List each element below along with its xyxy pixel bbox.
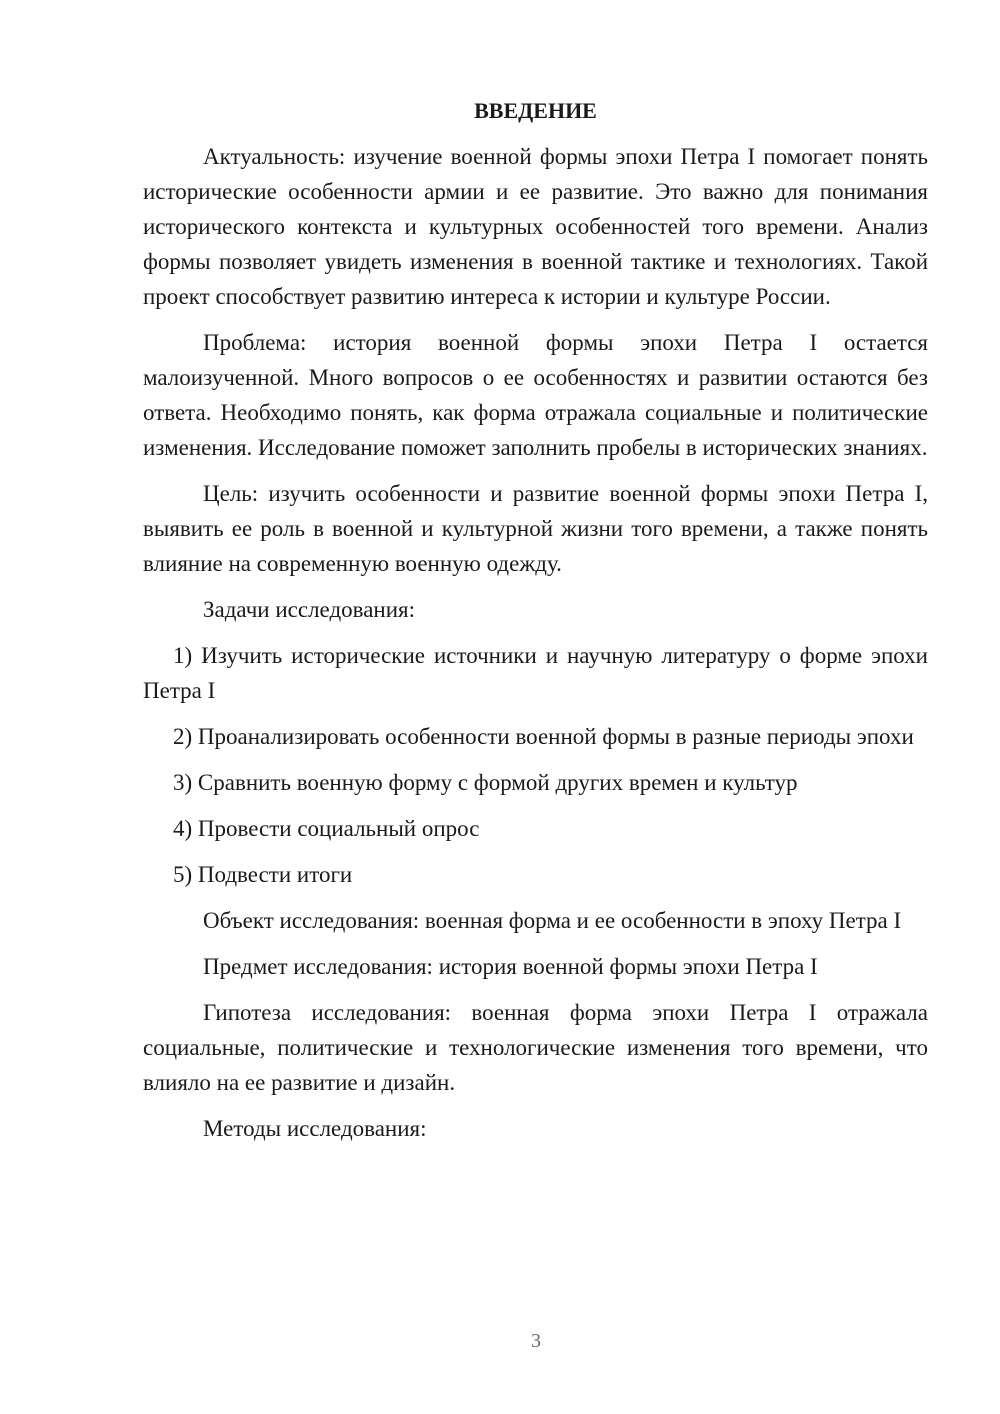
goal-paragraph: Цель: изучить особенности и развитие военной формы эпохи Петра I, выявить ее роль в военной и культурной жизни того времени, а также понять влияние на современную военную одежду. [143,481,928,576]
methods-heading: Методы исследования: [203,1116,427,1141]
object-paragraph: Объект исследования: военная форма и ее особенности в эпоху Петра I [203,908,902,933]
page-content [143,95,928,1157]
page-number: 3 [531,1330,541,1352]
task-item: 1) Изучить исторические источники и научную литературу о форме эпохи Петра I [143,643,928,703]
problem-paragraph: Проблема: история военной формы эпохи Петра I остается малоизученной. Много вопросов о ее особенностях и развитии остаются без ответа. Необходимо понять, как форма отражала социальные и политические изменения. Исследование поможет заполнить пробелы в исторических знаниях. [143,330,928,460]
task-item: 4) Провести социальный опрос [173,816,480,841]
tasks-heading: Задачи исследования: [203,597,416,622]
relevance-paragraph: Актуальность: изучение военной формы эпохи Петра I помогает понять исторические особенности армии и ее развитие. Это важно для понимания исторического контекста и культурных особенностей того времени. Анализ формы позволяет увидеть изменения в военной тактике и технологиях. Такой проект способствует развитию интереса к истории и культуре России. [143,144,928,309]
section-title: ВВЕДЕНИЕ [474,98,597,123]
task-item: 5) Подвести итоги [173,862,353,887]
subject-paragraph: Предмет исследования: история военной формы эпохи Петра I [203,954,818,979]
hypothesis-paragraph: Гипотеза исследования: военная форма эпохи Петра I отражала социальные, политические и технологические изменения того времени, что влияло на ее развитие и дизайн. [143,1000,928,1095]
task-item: 3) Сравнить военную форму с формой других времен и культур [173,770,798,795]
task-item: 2) Проанализировать особенности военной формы в разные периоды эпохи [173,724,914,749]
